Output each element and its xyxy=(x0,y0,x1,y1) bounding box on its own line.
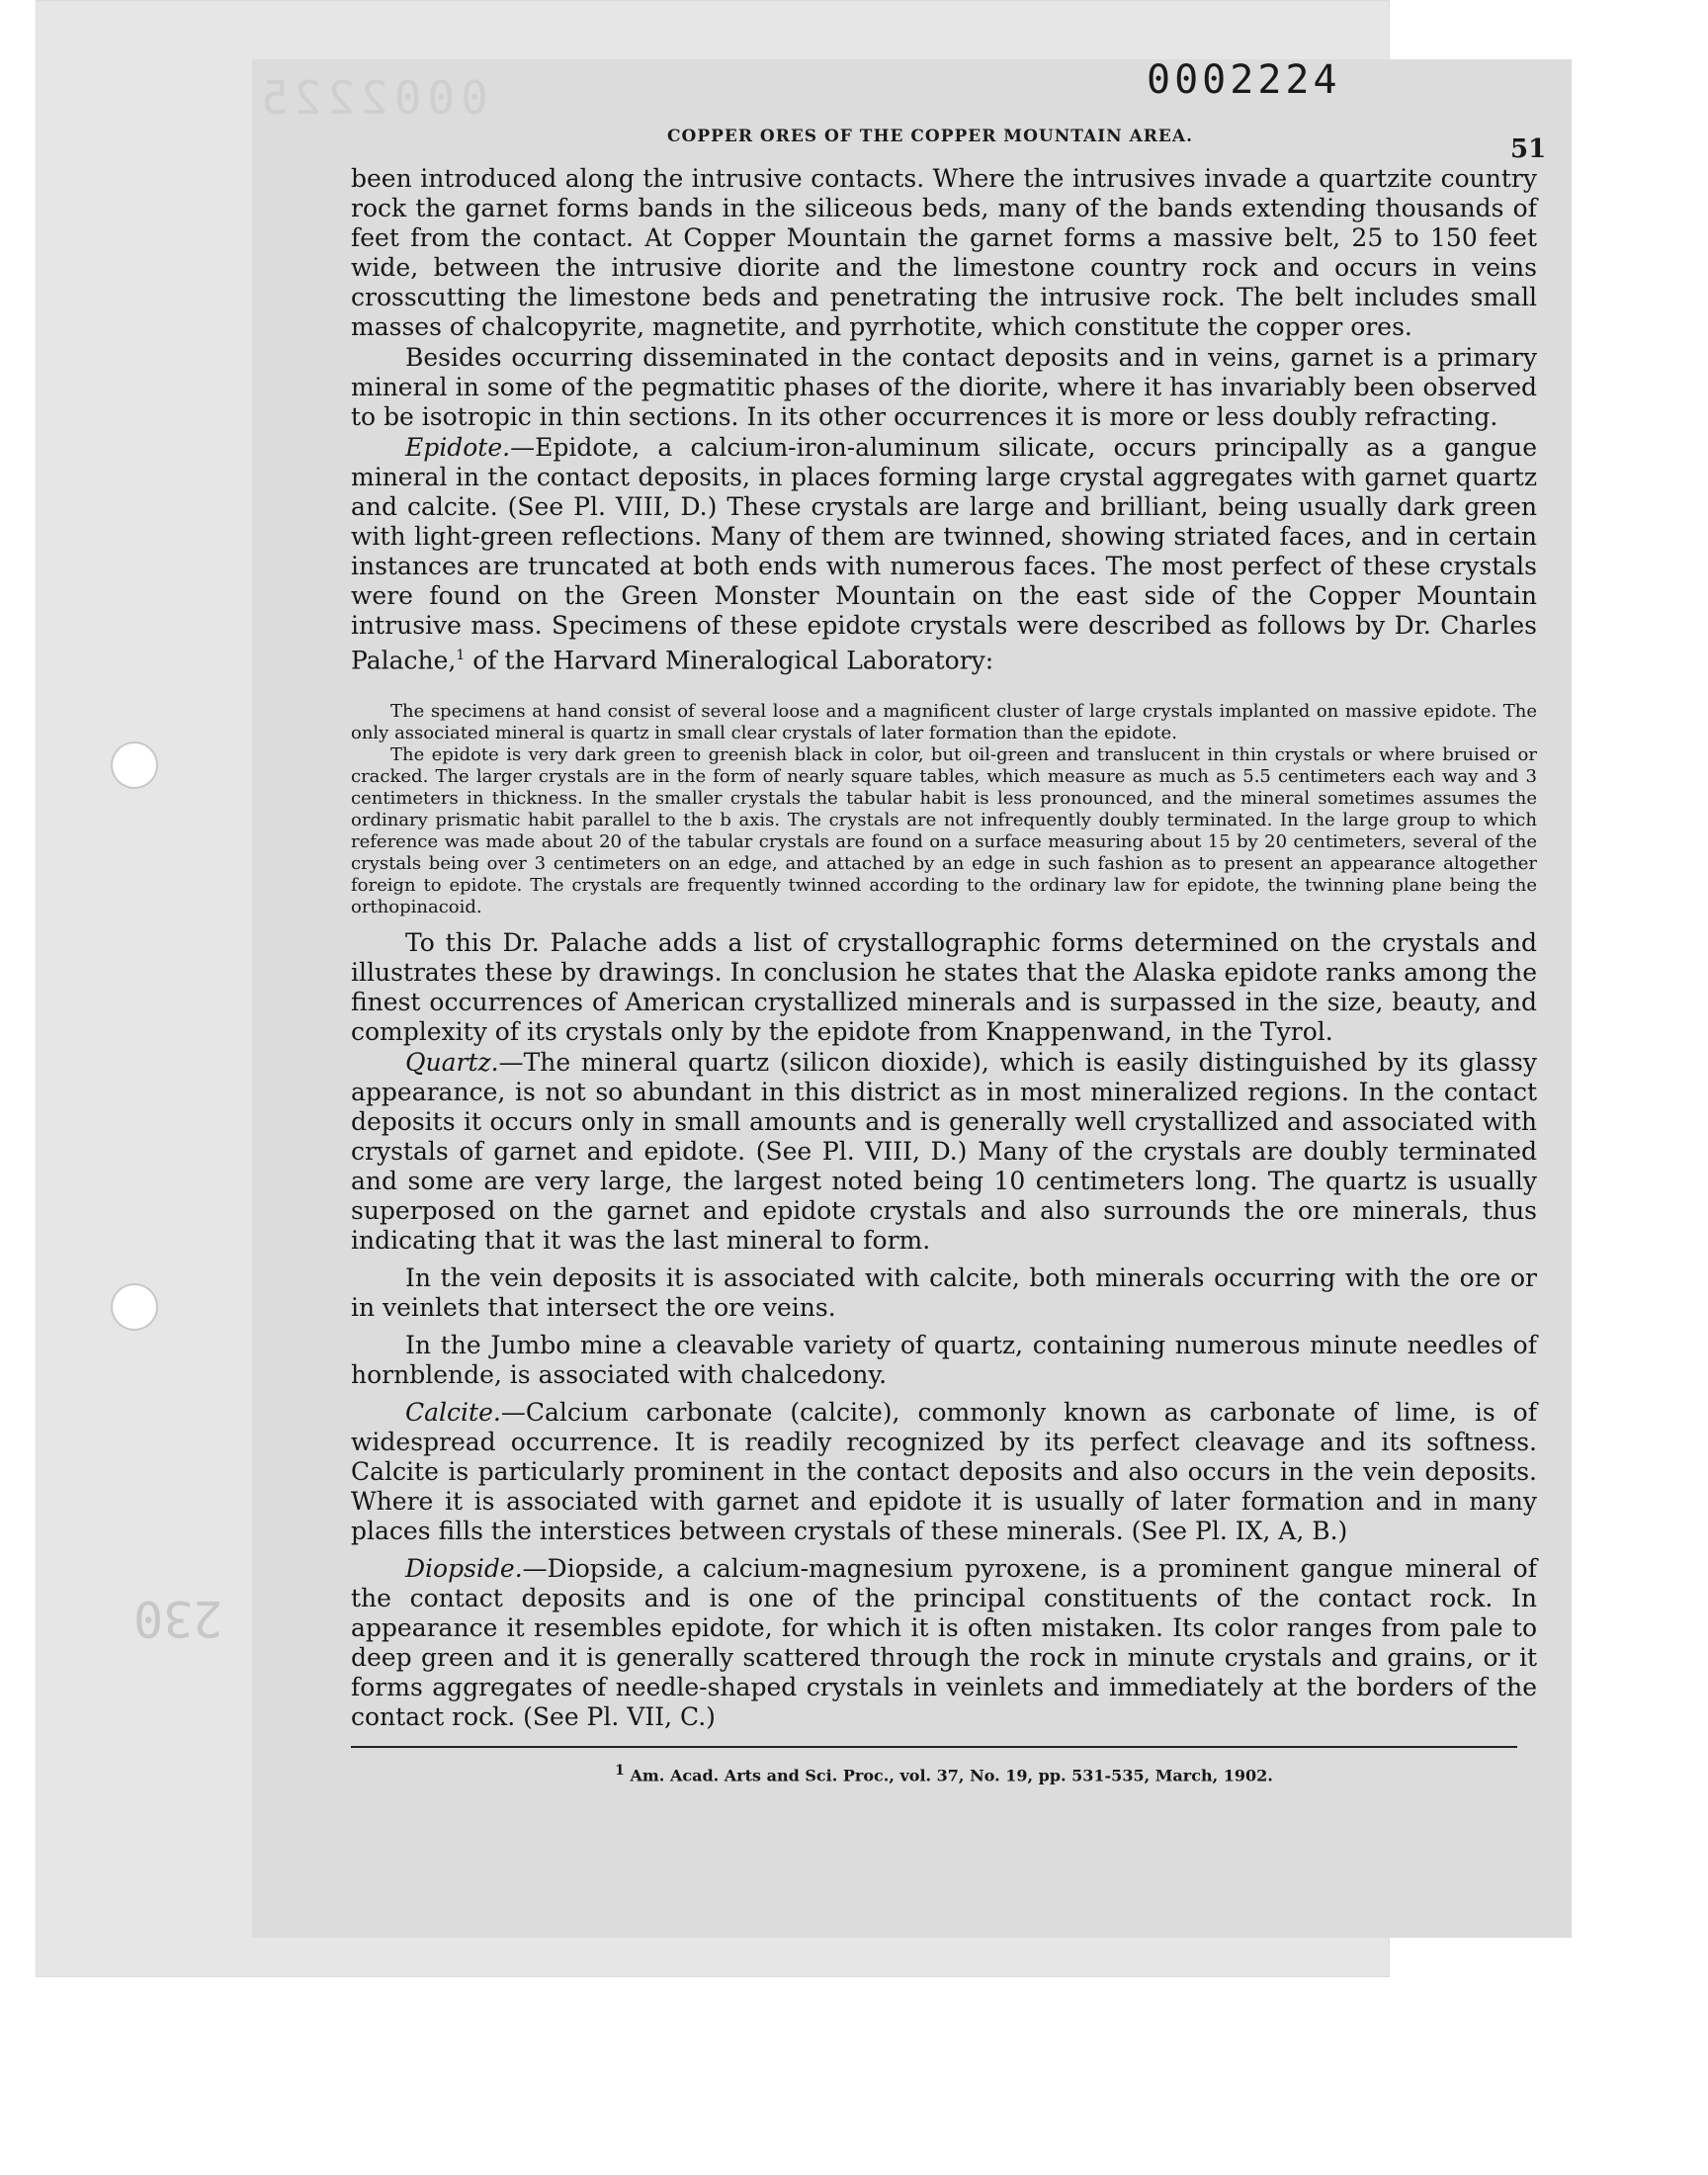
footnote xyxy=(351,1756,1537,1790)
paragraph-jumbo-mine: In the Jumbo mine a cleavable variety of quartz, containing numerous minute needles of hornblende, is associated with chalcedony. xyxy=(351,1331,1537,1390)
quote-paragraph-2: The epidote is very dark green to greenish black in color, but oil-green and translucent in thin crystals or where bruised or cracked. The larger crystals are in the form of nearly square tables, which measure as much as 5.5 centimeters each way and 3 centimeters in thickness. In the smaller crystals the tabular habit is less pronounced, and the mineral sometimes assumes the ordinary prismatic habit parallel to the b axis. The crystals are not infrequently doubly terminated. In the large group to which reference was made about 20 of the tabular crystals are found on a surface measuring about 15 by 20 centimeters, several of the crystals being over 3 centimeters on an edge, and attached by an edge in such fashion as to present an appearance altogether foreign to epidote. The crystals are frequently twinned according to the ordinary law for epidote, the twinning plane being the orthopinacoid. xyxy=(351,744,1537,918)
paragraph-garnet-2: Besides occurring disseminated in the contact deposits and in veins, garnet is a primary mineral in some of the pegmatitic phases of the diorite, where it has invariably been observed to be isotropic in thin sections. In its other occurrences it is more or less doubly refracting. xyxy=(351,343,1537,431)
paragraph-palache: To this Dr. Palache adds a list of crystallographic forms determined on the crystals and illustrates these by drawings. In conclusion he states that the Alaska epidote ranks among the finest occurrences of American crystallized minerals and is surpassed in the size, beauty, and complexity of its crystals only by the epidote from Knappenwand, in the Tyrol. xyxy=(351,928,1537,1047)
binder-hole-bottom xyxy=(113,1285,156,1329)
epidote-text: —Epidote, a calcium-iron-aluminum silicate, occurs principally as a gangue mineral in the contact deposits, in places forming large crystal aggregates with garnet quartz and calcite. (See Pl. VIII, D.) These crystals are large and brilliant, being usually dark green with light-green reflections. Many of them are twinned, showing striated faces, and in certain instances are truncated at both ends with numerous faces. The most perfect of these crystals were found on the Green Monster Mountain on the east side of the Copper Mountain intrusive mass. Specimens of these epidote crystals were described as follows by Dr. Charles Palache, xyxy=(351,433,1537,675)
footnote-reference: 1 xyxy=(456,648,466,663)
paragraph-vein-deposits: In the vein deposits it is associated with calcite, both minerals occurring with the ore or in veinlets that intersect the ore veins. xyxy=(351,1263,1537,1323)
paragraph-diopside xyxy=(351,1554,1537,1732)
diopside-text: —Diopside, a calcium-magnesium pyroxene, is a prominent gangue mineral of the contact deposits and is one of the principal constituents of the contact rock. In appearance it resembles epidote, for which it is often mistaken. Its color ranges from pale to deep green and it is generally scattered through the rock in minute crystals and grains, or it forms aggregates of needle-shaped crystals in veinlets and immediately at the borders of the contact rock. (See Pl. VII, C.) xyxy=(351,1554,1537,1732)
bleed-through-page-number: 230 xyxy=(133,1590,223,1647)
body-text xyxy=(351,164,1537,1791)
binder-hole-top xyxy=(113,743,156,787)
paragraph-calcite xyxy=(351,1398,1537,1546)
heading-calcite: Calcite. xyxy=(405,1398,501,1428)
paragraph-epidote xyxy=(351,433,1537,675)
paragraph-quartz xyxy=(351,1048,1537,1256)
document-stamp-number: 0002224 xyxy=(1147,57,1341,103)
heading-diopside: Diopside. xyxy=(405,1554,523,1584)
footnote-marker: 1 xyxy=(615,1763,625,1780)
quartz-text: —The mineral quartz (silicon dioxide), which is easily distinguished by its glassy appearance, is not so abundant in this district as in most mineralized regions. In the contact deposits it occurs only in small amounts and is generally well crystallized and associated with crystals of garnet and epidote. (See Pl. VIII, D.) Many of the crystals are doubly terminated and some are very large, the largest noted being 10 centimeters long. The quartz is usually superposed on the garnet and epidote crystals and also surrounds the ore minerals, thus indicating that it was the last mineral to form. xyxy=(351,1048,1537,1256)
epidote-text-tail: of the Harvard Mineralogical Laboratory: xyxy=(465,646,994,675)
paragraph-garnet-1: been introduced along the intrusive contacts. Where the intrusives invade a quartzite country rock the garnet forms bands in the siliceous beds, many of the bands extending thousands of feet from the contact. At Copper Mountain the garnet forms a massive belt, 25 to 150 feet wide, between the intrusive diorite and the limestone country rock and occurs in veins crosscutting the limestone beds and penetrating the intrusive rock. The belt includes small masses of chalcopyrite, magnetite, and pyrrhotite, which constitute the copper ores. xyxy=(351,164,1537,341)
heading-quartz: Quartz. xyxy=(405,1048,499,1078)
quote-paragraph-1: The specimens at hand consist of several loose and a magnificent cluster of large crystals implanted on massive epidote. The only associated mineral is quartz in small clear crystals of later formation than the epidote. xyxy=(351,701,1537,744)
footnote-text: Am. Acad. Arts and Sci. Proc., vol. 37, No. 19, pp. 531-535, March, 1902. xyxy=(624,1766,1273,1785)
calcite-text: —Calcium carbonate (calcite), commonly known as carbonate of lime, is of widespread occurrence. It is readily recognized by its perfect cleavage and its softness. Calcite is particularly prominent in the contact deposits and also occurs in the vein deposits. Where it is associated with garnet and epidote it is usually of later formation and in many places fills the interstices between crystals of these minerals. (See Pl. IX, A, B.) xyxy=(351,1398,1537,1546)
running-head: COPPER ORES OF THE COPPER MOUNTAIN AREA. xyxy=(667,127,1193,146)
page-number: 51 xyxy=(1510,134,1547,164)
heading-epidote: Epidote. xyxy=(405,433,511,462)
block-quote xyxy=(351,701,1537,918)
footnote-rule xyxy=(351,1746,1517,1748)
bleed-through-stamp: 0002225 xyxy=(255,71,488,125)
